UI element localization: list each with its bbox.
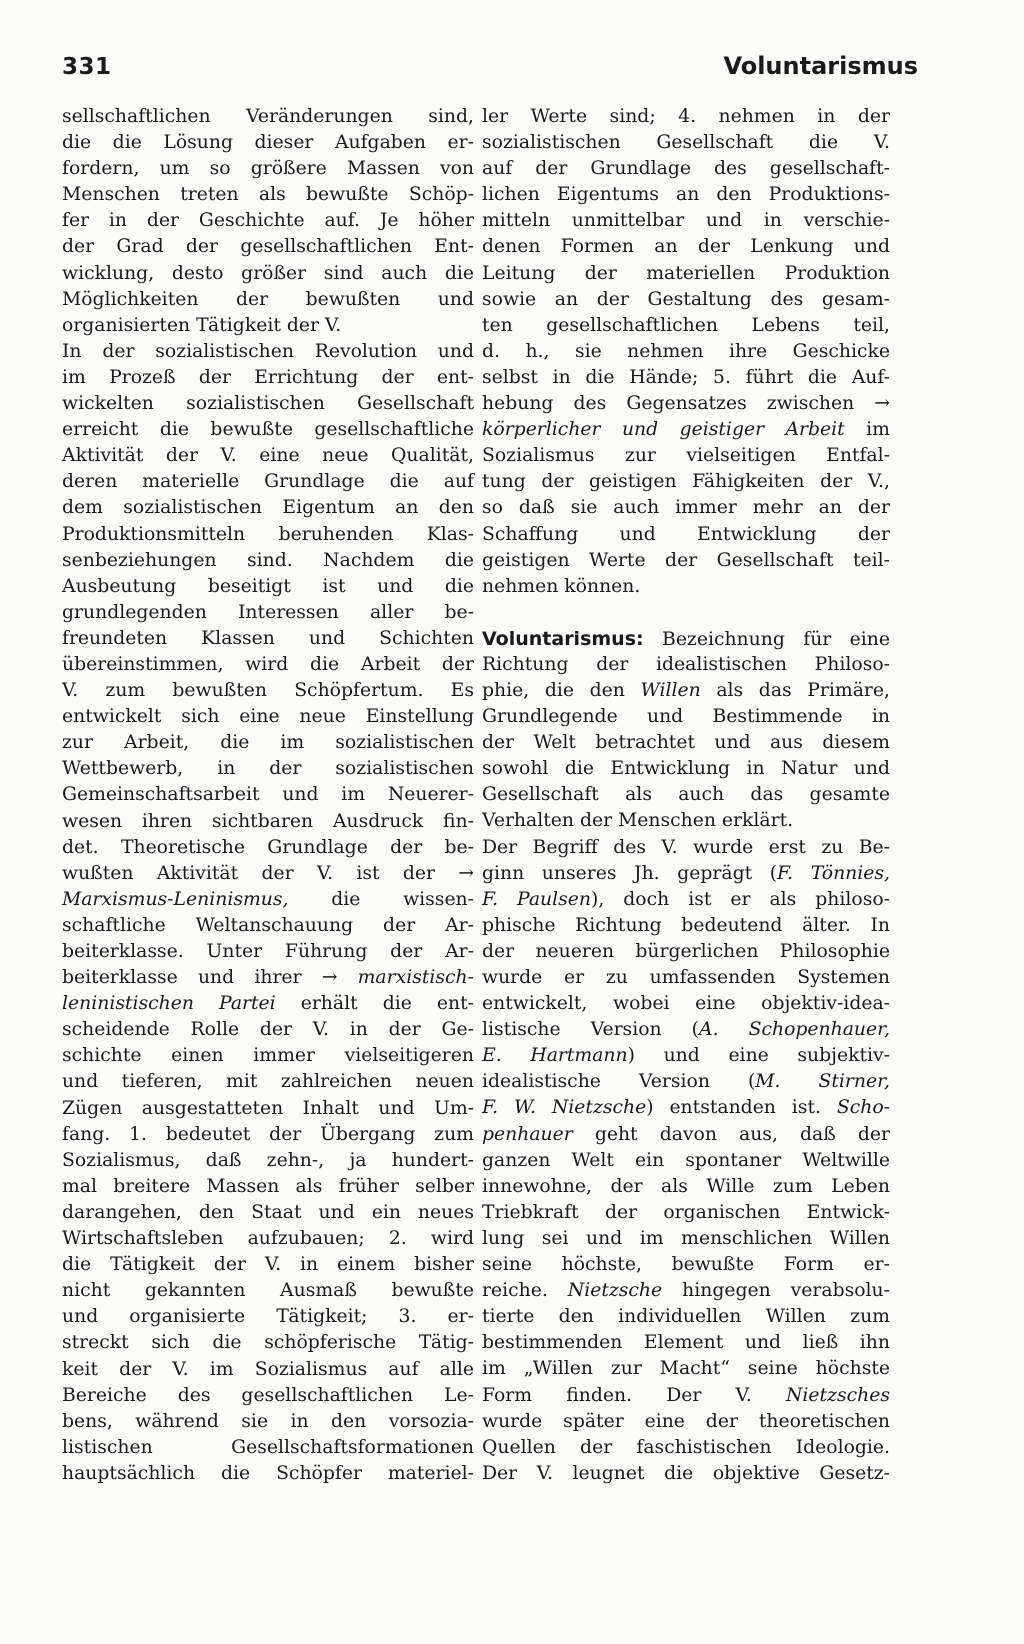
italic-reference: F. W. Nietzsche xyxy=(482,1097,647,1119)
text-line: Quellen der faschistischen Ideologie. xyxy=(482,1436,890,1458)
text-line: ten gesellschaftlichen Lebens teil, xyxy=(482,314,890,336)
text-line: Schaffung und Entwicklung der xyxy=(482,523,890,545)
text-line: Möglichkeiten der bewußten und xyxy=(62,288,474,310)
text-line: wicklung, desto größer sind auch die xyxy=(62,262,474,284)
text-line: Ausbeutung beseitigt ist und die xyxy=(62,575,474,597)
text-line: deren materielle Grundlage die auf xyxy=(62,471,474,493)
text-line xyxy=(482,1069,890,1095)
text-line: listischen Gesellschaftsformationen xyxy=(62,1436,474,1458)
text-segment: die wissen- xyxy=(288,888,474,910)
text-line: wurde später eine der theoretischen xyxy=(482,1410,890,1432)
text-line xyxy=(482,626,890,652)
text-line: organisierten Tätigkeit der V. xyxy=(62,314,342,336)
text-line: auf der Grundlage des gesellschaft- xyxy=(482,158,890,180)
text-line: bens, während sie in den vorsozia- xyxy=(62,1410,474,1432)
text-line: Sozialismus, daß zehn-, ja hundert- xyxy=(62,1149,474,1171)
text-line: Aktivität der V. eine neue Qualität, xyxy=(62,445,474,467)
text-segment: ) und eine subjektiv- xyxy=(627,1045,890,1067)
text-line: übereinstimmen, wird die Arbeit der xyxy=(62,653,474,675)
text-line: mitteln unmittelbar und in verschie- xyxy=(482,210,890,232)
text-segment: idealistische Version ( xyxy=(482,1071,756,1093)
text-line: V. zum bewußten Schöpfertum. Es xyxy=(62,680,474,702)
text-line: Produktionsmitteln beruhenden Klas- xyxy=(62,523,474,545)
italic-reference: A. Schopenhauer, xyxy=(699,1019,890,1041)
text-line: der Grad der gesellschaftlichen Ent- xyxy=(62,236,474,258)
text-line: wußten Aktivität der V. ist der → xyxy=(62,862,474,884)
text-line xyxy=(482,1278,890,1304)
text-line: seine höchste, bewußte Form er- xyxy=(482,1254,890,1276)
text-line: In der sozialistischen Revolution und xyxy=(62,340,474,362)
text-segment: erhält die ent- xyxy=(275,993,474,1015)
text-line: schaftliche Weltanschauung der Ar- xyxy=(62,914,474,936)
text-line xyxy=(482,678,890,704)
text-segment: geht davon aus, daß der xyxy=(572,1123,890,1145)
italic-reference: Scho- xyxy=(836,1097,890,1119)
text-line: und organisierte Tätigkeit; 3. er- xyxy=(62,1306,474,1328)
text-line: selbst in die Hände; 5. führt die Auf- xyxy=(482,366,890,388)
italic-reference: penhauer xyxy=(482,1123,573,1145)
text-line: wickelten sozialistischen Gesellschaft xyxy=(62,393,474,415)
text-line: geistigen Werte der Gesellschaft teil- xyxy=(482,549,890,571)
text-line: Richtung der idealistischen Philoso- xyxy=(482,653,890,675)
text-line: Gemeinschaftsarbeit und im Neuerer- xyxy=(62,784,474,806)
text-line xyxy=(482,1383,890,1409)
text-segment: im xyxy=(844,419,890,441)
text-line: d. h., sie nehmen ihre Geschicke xyxy=(482,340,890,362)
text-line: erreicht die bewußte gesellschaftliche xyxy=(62,419,474,441)
text-segment: beiterklasse und ihrer → xyxy=(62,967,358,989)
text-line: denen Formen an der Lenkung und xyxy=(482,236,890,258)
text-segment: ), doch ist er als philoso- xyxy=(591,888,890,910)
text-line: lung sei und im menschlichen Willen xyxy=(482,1227,890,1249)
text-line: dem sozialistischen Eigentum an den xyxy=(62,497,474,519)
text-line xyxy=(62,965,474,991)
text-segment: Form finden. Der V. xyxy=(482,1384,786,1406)
text-line xyxy=(482,861,890,887)
italic-reference: F. Tönnies, xyxy=(777,862,890,884)
right-column xyxy=(482,104,890,1487)
text-line: phische Richtung bedeutend älter. In xyxy=(482,914,890,936)
entry-headword: Voluntarismus: xyxy=(482,627,644,650)
text-line xyxy=(482,417,890,443)
italic-reference: Willen xyxy=(640,679,701,701)
text-segment: listische Version ( xyxy=(482,1019,699,1041)
text-line: darangehen, den Staat und ein neues xyxy=(62,1201,474,1223)
italic-reference: Marxismus-Leninismus, xyxy=(62,888,289,910)
text-line: nehmen können. xyxy=(482,575,641,597)
text-line: die die Lösung dieser Aufgaben er- xyxy=(62,132,474,154)
text-line xyxy=(62,991,474,1017)
text-segment: Bezeichnung für eine xyxy=(643,628,890,650)
text-line: zur Arbeit, die im sozialistischen xyxy=(62,732,474,754)
text-line: innewohne, der als Wille zum Leben xyxy=(482,1175,890,1197)
text-line: Leitung der materiellen Produktion xyxy=(482,262,890,284)
text-line: sowohl die Entwicklung in Natur und xyxy=(482,758,890,780)
text-line: freundeten Klassen und Schichten xyxy=(62,627,474,649)
text-line: senbeziehungen sind. Nachdem die xyxy=(62,549,474,571)
text-line: ler Werte sind; 4. nehmen in der xyxy=(482,106,890,127)
text-line: tierte den individuellen Willen zum xyxy=(482,1306,890,1328)
italic-reference: marxistisch- xyxy=(357,967,474,989)
text-line: der Welt betrachtet und aus diesem xyxy=(482,732,890,754)
text-line: grundlegenden Interessen aller be- xyxy=(62,601,474,623)
text-line: streckt sich die schöpferische Tätig- xyxy=(62,1332,474,1354)
text-line xyxy=(62,887,474,913)
running-head: Voluntarismus xyxy=(723,52,918,80)
text-line: wurde er zu umfassenden Systemen xyxy=(482,967,890,988)
italic-reference: Nietzsche xyxy=(567,1280,663,1302)
text-line: bestimmenden Element und ließ ihn xyxy=(482,1332,890,1354)
text-line: der neueren bürgerlichen Philosophie xyxy=(482,940,890,962)
text-line: Triebkraft der organischen Entwick- xyxy=(482,1201,890,1223)
text-line: beiterklasse. Unter Führung der Ar- xyxy=(62,941,474,962)
text-line: schichte einen immer vielseitigeren xyxy=(62,1045,474,1067)
text-line: die Tätigkeit der V. in einem bisher xyxy=(62,1254,474,1276)
text-line: Der Begriff des V. wurde erst zu Be- xyxy=(482,836,890,858)
text-segment: ginn unseres Jh. geprägt ( xyxy=(482,862,778,884)
text-line: Grundlegende und Bestimmende in xyxy=(482,706,890,728)
text-line: Der V. leugnet die objektive Gesetz- xyxy=(482,1462,890,1484)
text-line: Verhalten der Menschen erklärt. xyxy=(482,810,794,832)
text-line: Zügen ausgestatteten Inhalt und Um- xyxy=(62,1097,474,1119)
paragraph-gap xyxy=(482,600,890,626)
italic-reference: leninistischen Partei xyxy=(62,993,276,1015)
text-segment: ) entstanden ist. xyxy=(646,1097,837,1119)
italic-reference: E. Hartmann xyxy=(482,1045,628,1067)
text-line: keit der V. im Sozialismus auf alle xyxy=(62,1358,474,1380)
text-line xyxy=(482,887,890,913)
text-line xyxy=(482,1017,890,1043)
italic-reference: F. Paulsen xyxy=(482,888,591,910)
text-line: Bereiche des gesellschaftlichen Le- xyxy=(62,1384,474,1406)
text-segment: reiche. xyxy=(482,1280,568,1302)
text-line: Menschen treten als bewußte Schöp- xyxy=(62,184,474,206)
text-line: so daß sie auch immer mehr an der xyxy=(482,497,890,519)
text-line: entwickelt sich eine neue Einstellung xyxy=(62,706,474,728)
text-line: sowie an der Gestaltung des gesam- xyxy=(482,288,890,310)
text-line: scheidende Rolle der V. in der Ge- xyxy=(62,1019,474,1041)
text-line: Wettbewerb, in der sozialistischen xyxy=(62,758,474,780)
text-line: sozialistischen Gesellschaft die V. xyxy=(482,132,890,154)
text-line: mal breitere Massen als früher selber xyxy=(62,1175,474,1197)
text-line: ganzen Welt ein spontaner Weltwille xyxy=(482,1149,890,1171)
text-segment: hingegen verabsolu- xyxy=(662,1280,890,1302)
text-line: fer in der Geschichte auf. Je höher xyxy=(62,210,474,232)
page-number: 331 xyxy=(62,54,112,80)
text-line: sellschaftlichen Veränderungen sind, xyxy=(62,106,474,127)
text-line: hauptsächlich die Schöpfer materiel- xyxy=(62,1462,474,1484)
text-line: und tieferen, mit zahlreichen neuen xyxy=(62,1071,474,1093)
text-line: im Prozeß der Errichtung der ent- xyxy=(62,366,474,388)
text-line: det. Theoretische Grundlage der be- xyxy=(62,836,474,858)
italic-reference: körperlicher und geistiger Arbeit xyxy=(482,419,845,441)
text-segment: phie, die den xyxy=(482,679,641,701)
text-line: fordern, um so größere Massen von xyxy=(62,158,474,180)
italic-reference: Nietzsches xyxy=(785,1384,890,1406)
text-line: Sozialismus zur vielseitigen Entfal- xyxy=(482,445,890,467)
text-line: tung der geistigen Fähigkeiten der V., xyxy=(482,471,890,493)
text-segment: als das Primäre, xyxy=(700,679,890,701)
italic-reference: M. Stirner, xyxy=(755,1071,890,1093)
text-line: hebung des Gegensatzes zwischen → xyxy=(482,393,890,415)
text-line: entwickelt, wobei eine objektiv-idea- xyxy=(482,993,890,1015)
text-line xyxy=(482,1122,890,1148)
text-line xyxy=(482,1095,890,1121)
text-line: nicht gekannten Ausmaß bewußte xyxy=(62,1280,474,1302)
text-line: im „Willen zur Macht“ seine höchste xyxy=(482,1358,890,1380)
text-line: Wirtschaftsleben aufzubauen; 2. wird xyxy=(62,1228,474,1250)
text-line: Gesellschaft als auch das gesamte xyxy=(482,784,890,806)
left-column xyxy=(62,104,474,1487)
text-line: lichen Eigentums an den Produktions- xyxy=(482,184,890,206)
text-line: wesen ihren sichtbaren Ausdruck fin- xyxy=(62,810,474,832)
text-line xyxy=(482,1043,890,1069)
text-line: fang. 1. bedeutet der Übergang zum xyxy=(62,1123,474,1145)
